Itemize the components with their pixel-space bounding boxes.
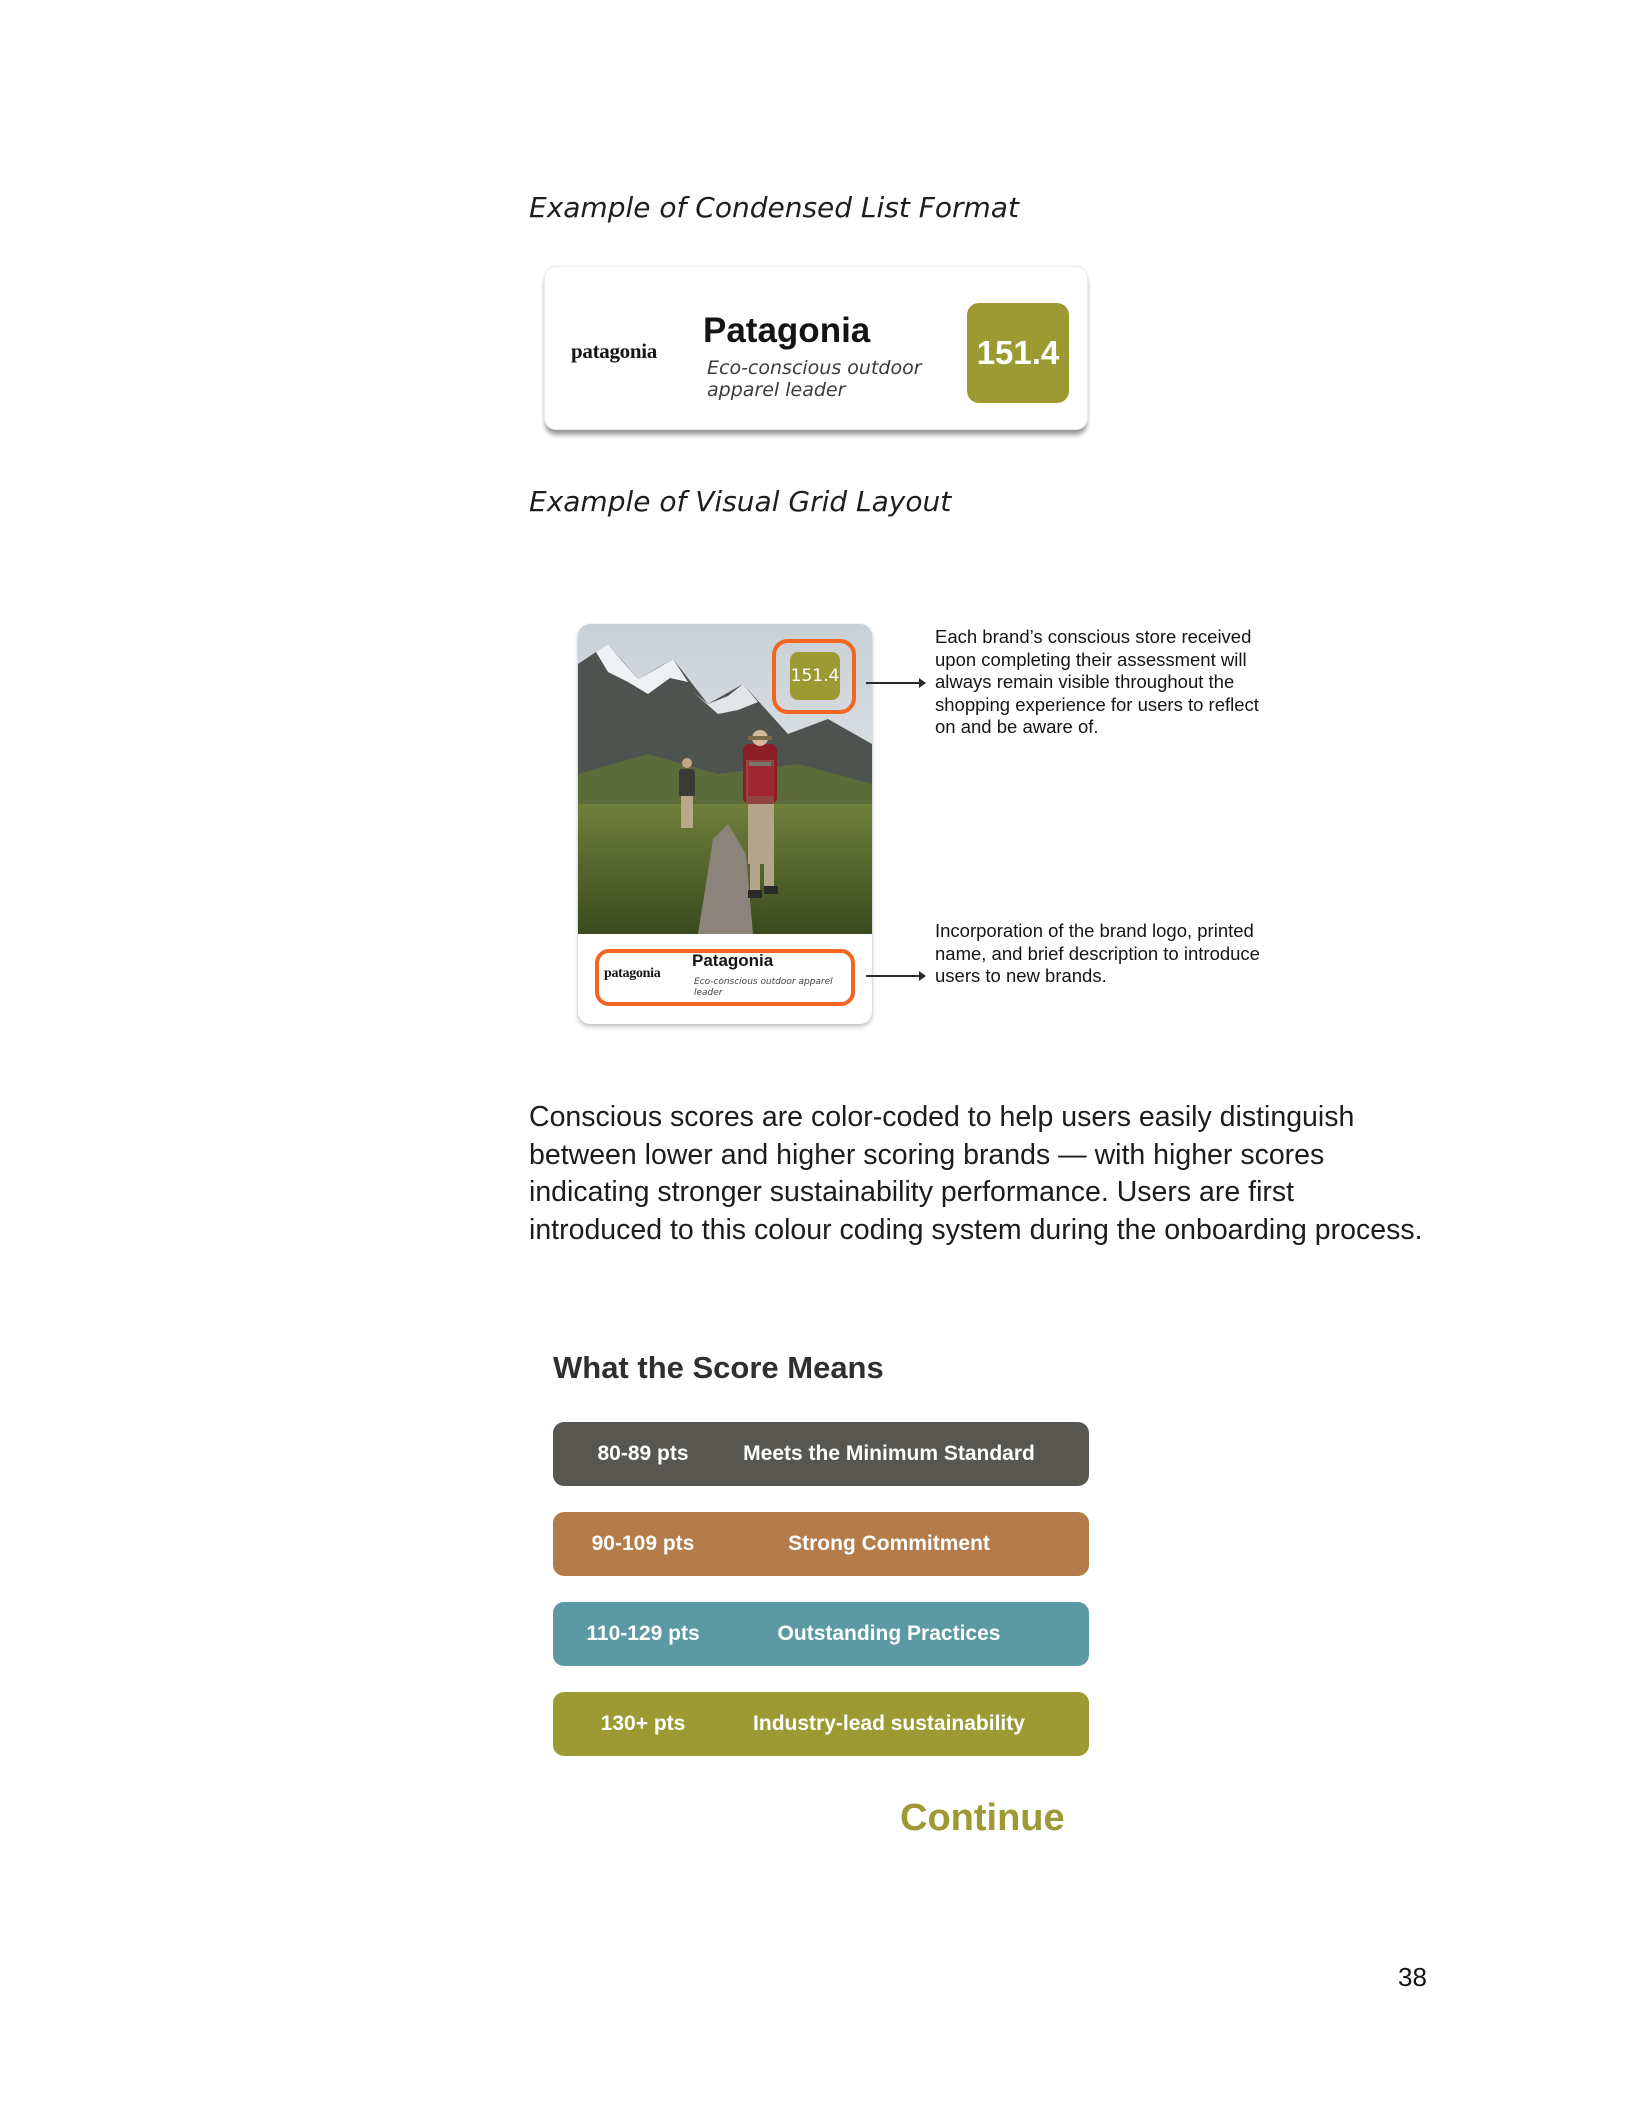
grid-brand-description: Eco-conscious outdoor apparel leader	[694, 977, 833, 998]
score-legend-title: What the Score Means	[553, 1350, 884, 1385]
continue-button[interactable]: Continue	[900, 1797, 1065, 1839]
annotation-score: Each brand’s conscious store received upon completing their assessment will always remain visible throughout the shopping experience for users to reflect on and be aware of.	[935, 626, 1259, 737]
grid-brand-name: Patagonia	[692, 951, 774, 970]
body-paragraph: Conscious scores are color-coded to help users easily distinguish between lower and higher scoring brands — with higher scores indicating stronger sustainability performance. Users are first introduced to this colour coding system during the onboarding process.	[529, 1101, 1423, 1246]
annotation-brand: Incorporation of the brand logo, printed name, and brief description to introduce users to new brands.	[935, 920, 1260, 986]
score-meaning-label: Meets the Minimum Standard	[743, 1442, 1035, 1465]
grid-score-badge: 151.4	[790, 652, 840, 700]
brand-grid-card[interactable]	[578, 624, 872, 1024]
brand-logo: patagonia	[571, 339, 657, 363]
score-meaning-label: Outstanding Practices	[777, 1622, 1001, 1645]
brand-name: Patagonia	[703, 311, 871, 350]
brand-description: Eco-conscious outdoor apparel leader	[707, 357, 922, 401]
score-meaning-label: Strong Commitment	[788, 1532, 990, 1555]
arrow-right-icon	[866, 682, 924, 684]
score-range-row	[553, 1602, 1089, 1666]
page-number: 38	[1398, 1962, 1427, 1992]
score-range-row	[553, 1422, 1089, 1486]
caption-grid-layout: Example of Visual Grid Layout	[529, 485, 952, 518]
caption-list-format: Example of Condensed List Format	[529, 191, 1019, 224]
score-range-label: 80-89 pts	[597, 1442, 689, 1465]
score-range-label: 130+ pts	[600, 1712, 686, 1735]
score-meaning-label: Industry-lead sustainability	[753, 1712, 1025, 1735]
score-range-label: 110-129 pts	[586, 1622, 700, 1645]
score-range-label: 90-109 pts	[591, 1532, 695, 1555]
arrow-right-icon	[866, 975, 924, 977]
score-badge: 151.4	[967, 303, 1069, 403]
score-range-row	[553, 1692, 1089, 1756]
brand-list-card[interactable]	[544, 266, 1088, 430]
grid-brand-logo: patagonia	[604, 966, 661, 981]
score-range-row	[553, 1512, 1089, 1576]
